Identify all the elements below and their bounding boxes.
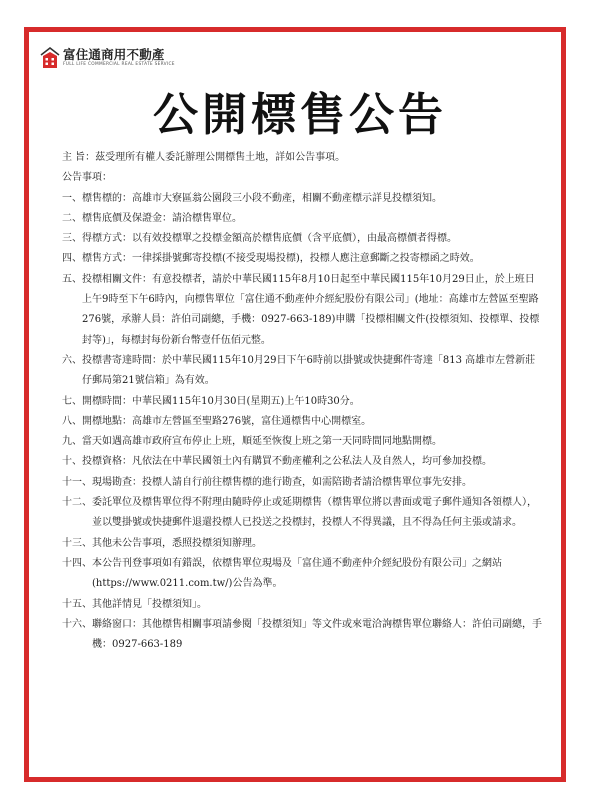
item-text: 當天如遇高雄市政府宣布停止上班，順延至恢復上班之第一天同時間同地點開標。 — [82, 436, 442, 448]
item-text: 得標方式：以有效投標單之投標金額高於標售底價（含平底價），由最高標價者得標。 — [82, 233, 457, 245]
item-number: 二、 — [62, 212, 82, 224]
item-number: 三、 — [62, 233, 82, 245]
item-number: 一、 — [62, 192, 82, 204]
item-number: 五、 — [62, 273, 82, 285]
list-item — [62, 615, 542, 656]
item-number: 十四、 — [62, 557, 92, 569]
item-text: 標售標的：高雄市大寮區翁公園段三小段不動產，相關不動產標示詳見投標須知。 — [82, 192, 442, 204]
list-item — [62, 493, 542, 534]
section-heading: 公告事項： — [62, 172, 112, 184]
page-title: 公開標售公告 — [152, 88, 447, 141]
item-text: 其他詳情見「投標須知」。 — [92, 598, 207, 610]
item-number: 十五、 — [62, 598, 92, 610]
item-number: 四、 — [62, 253, 82, 265]
list-item — [62, 595, 542, 615]
list-item — [62, 534, 542, 554]
item-number: 六、 — [62, 354, 82, 366]
item-text: 開標時間：中華民國115年10月30日(星期五)上午10時30分。 — [82, 395, 360, 407]
list-item — [62, 189, 542, 209]
item-number: 十六、 — [62, 618, 92, 630]
list-item — [62, 432, 542, 452]
list-item — [62, 452, 542, 472]
item-number: 八、 — [62, 415, 82, 427]
item-text: 投標相關文件：有意投標者，請於中華民國115年8月10日起至中華民國115年10月29日止，於上班日上午9時至下午6時內，向標售單位「富住通不動產仲介經紀股份有限公司」(地址：高雄市左營區至聖路276號，承辦人員：許伯司副總，手機：0927-663-189)申購「投標相關文件(投標須知、投標單、投標封等)」，每標封每份新台幣壹仟伍佰元整。 — [82, 273, 540, 346]
item-text: 標售方式：一律採掛號郵寄投標(不接受現場投標)，投標人應注意郵斷之投寄標函之時效。 — [82, 253, 480, 265]
item-text: 其他未公告事項，悉照投標須知辦理。 — [92, 537, 262, 549]
item-text: 本公告刊登事項如有錯誤，依標售單位現場及「富住通不動產仲介經紀股份有限公司」之網站(https://www.0211.com.tw/)公告為準。 — [92, 557, 502, 590]
announcement-items — [62, 189, 542, 656]
list-item — [62, 209, 542, 229]
item-number: 十三、 — [62, 537, 92, 549]
list-item — [62, 473, 542, 493]
company-logo — [40, 45, 175, 71]
list-item — [62, 229, 542, 249]
item-text: 標售底價及保證金：請洽標售單位。 — [82, 212, 242, 224]
building-logo-icon — [40, 45, 60, 71]
brand-subtitle: FULL LIFE COMMERCIAL REAL ESTATE SERVICE — [63, 62, 175, 68]
subject-line: 主 旨：茲受理所有權人委託辦理公開標售土地，詳如公告事項。 — [62, 152, 346, 163]
list-item — [62, 412, 542, 432]
list-item — [62, 392, 542, 412]
item-text: 現場勘查：投標人請自行前往標售標的進行勘查，如需陪勘者請洽標售單位事先安排。 — [92, 476, 472, 488]
announcement-body — [62, 148, 542, 655]
item-number: 十一、 — [62, 476, 92, 488]
list-item — [62, 554, 542, 595]
item-number: 十二、 — [62, 497, 92, 509]
item-text: 投標書寄達時間：於中華民國115年10月29日下午6時前以掛號或快捷郵件寄達「813 高雄市左營新莊仔郵局第21號信箱」為有效。 — [82, 354, 536, 387]
item-text: 開標地點：高雄市左營區至聖路276號，富住通標售中心開標室。 — [82, 415, 372, 427]
list-item — [62, 270, 542, 351]
list-item — [62, 249, 542, 269]
item-text: 委託單位及標售單位得不附理由隨時停止或延期標售（標售單位將以書面或電子郵件通知各領標人），並以雙掛號或快捷郵件退還投標人已投送之投標封，投標人不得異議，且不得為任何主張或請求。 — [92, 497, 537, 529]
item-number: 七、 — [62, 395, 82, 407]
item-text: 投標資格：凡依法在中華民國領土內有購買不動產權利之公私法人及自然人，均可參加投標。 — [82, 456, 492, 468]
list-item — [62, 351, 542, 392]
item-text: 聯絡窗口：其他標售相關事項請參閱「投標須知」等文件或來電洽詢標售單位聯絡人：許伯司副總，手機：0927-663-189 — [92, 618, 542, 651]
brand-name: 富住通商用不動產 — [63, 46, 165, 62]
item-number: 十、 — [62, 456, 82, 468]
item-number: 九、 — [62, 436, 82, 448]
